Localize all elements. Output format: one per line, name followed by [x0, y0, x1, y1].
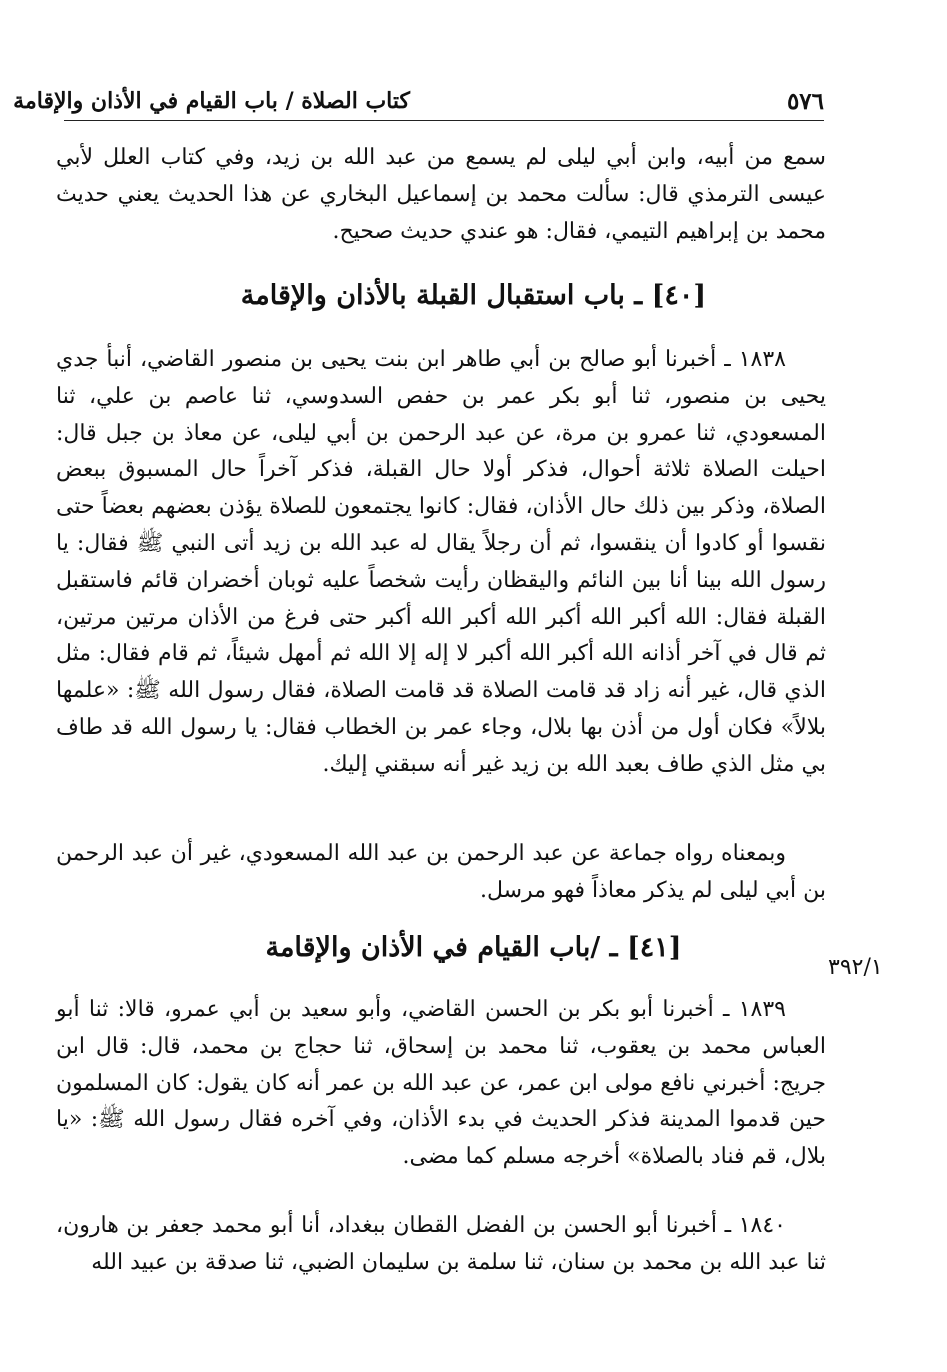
- page-header: [13, 86, 824, 120]
- hadith-1838: ١٨٣٨ ـ أخبرنا أبو صالح بن أبي طاهر ابن بنت يحيى بن منصور القاضي، أنبأ جدي يحيى بن منصور، ثنا أبو بكر عمر بن حفص السدوسي، ثنا عاصم بن علي، ثنا المسعودي، ثنا عمرو بن مرة، عن عبد الرحمن بن أبي ليلى، عن معاذ بن جبل قال: احيلت الصلاة ثلاثة أحوال، فذكر أولا حال القبلة، فذكر آخراً حال المسبوق ببعض الصلاة، وذكر بين ذلك حال الأذان، فقال: كانوا يجتمعون للصلاة يؤذن بعضهم بعضاً حتى نقسوا أو كادوا أن ينقسوا، ثم أن رجلاً يقال له عبد الله بن زيد أتى النبي ﷺ فقال: يا رسول الله بينا أنا بين النائم واليقظان رأيت شخصاً عليه ثوبان أخضران قائم فاستقبل القبلة فقال: الله أكبر الله أكبر الله أكبر الله أكبر حتى فرغ من الأذان مرتين مرتين، ثم قال في آخر أذانه الله أكبر الله أكبر لا إله إلا الله ثم أمهل شيئاً، ثم قام فقال: مثل الذي قال، غير أنه زاد قد قامت الصلاة قد قامت الصلاة، فقال رسول الله ﷺ: «علمها بلالاً» فكان أول من أذن بها بلال، وجاء عمر بن الخطاب فقال: يا رسول الله قد طاف بي مثل الذي طاف بعبد الله بن زيد غير أنه سبقني إليك.: [56, 347, 827, 777]
- chapter-heading-41: [٤١] ـ /باب القيام في الأذان والإقامة: [265, 932, 682, 963]
- paragraph-continuation: سمع من أبيه، وابن أبي ليلى لم يسمع من عبد الله بن زيد، وفي كتاب العلل لأبي عيسى الترمذي قال: سألت محمد بن إسماعيل البخاري عن هذا الحديث يعني حديث محمد بن إبراهيم التيمي، فقال: هو عندي حديث صحيح.: [56, 145, 826, 244]
- commentary-paragraph: وبمعناه رواه جماعة عن عبد الرحمن بن عبد الله المسعودي، غير أن عبد الرحمن بن أبي ليلى لم يذكر معاذاً فهو مرسل.: [56, 841, 826, 903]
- margin-reference: ٣٩٢/١: [828, 955, 883, 980]
- page-number: ٥٧٦: [786, 88, 824, 115]
- hadith-1840-block: [56, 1208, 826, 1282]
- header-rule: [64, 120, 824, 121]
- hadith-1839-block: [56, 992, 826, 1176]
- commentary-block: [56, 836, 826, 910]
- running-title: كتاب الصلاة / باب القيام في الأذان والإقامة: [13, 88, 410, 114]
- chapter-heading-40: [٤٠] ـ باب استقبال القبلة بالأذان والإقامة: [240, 280, 707, 311]
- hadith-1838-block: [56, 342, 826, 784]
- hadith-1839: ١٨٣٩ ـ أخبرنا أبو بكر بن الحسن القاضي، وأبو سعيد بن أبي عمرو، قالا: ثنا أبو العباس محمد بن يعقوب، ثنا محمد بن إسحاق، ثنا حجاج بن محمد، قال: قال ابن جريج: أخبرني نافع مولى ابن عمر، عن عبد الله بن عمر أنه كان يقول: كان المسلمون حين قدموا المدينة فذكر الحديث في بدء الأذان، وفي آخره فقال رسول الله ﷺ: «يا بلال، قم فناد بالصلاة» أخرجه مسلم كما مضى.: [56, 997, 826, 1170]
- page-body: [56, 140, 826, 250]
- hadith-1840: ١٨٤٠ ـ أخبرنا أبو الحسن بن الفضل القطان ببغداد، أنا أبو محمد جعفر بن هارون، ثنا عبد الله بن محمد بن سنان، ثنا سلمة بن سليمان الضبي، ثنا صدقة بن عبيد الله: [56, 1213, 826, 1275]
